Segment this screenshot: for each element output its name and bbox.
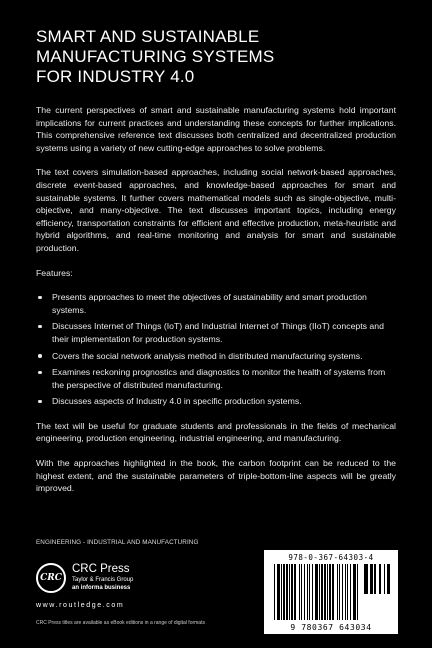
barcode-bar — [347, 564, 348, 620]
barcode-bar — [301, 564, 302, 620]
paragraph-coverage: The text covers simulation-based approaches, including social network-based approaches, discrete event-based approaches, and knowledge-based approaches for smart and sustainable systems. It further covers mathematical models such as single-objective, multi-objective, and many-objective. The text discusses important topics, including energy efficiency, transportation constraints for efficient and effective production, meta-heuristic and hybrid algorithms, and real-time monitoring and analysis for smart and sustainable production. — [36, 167, 396, 253]
publisher-tagline: an informa business — [72, 585, 131, 591]
barcode-bar — [277, 564, 280, 620]
price-barcode-area — [364, 564, 394, 594]
barcode-bar — [304, 564, 305, 620]
isbn-digits: 9 780367 643034 — [290, 623, 372, 632]
feature-item: Covers the social network analysis method in distributed manufacturing systems. — [36, 350, 396, 363]
features-heading: Features: — [36, 267, 73, 278]
paragraph-impact: With the approaches highlighted in the book, the carbon footprint can be reduced to the highest extent, and the sustainable parameters of triple-bottom-line aspects will be greatly improved. — [36, 458, 396, 494]
barcode-bar — [324, 564, 326, 620]
title-line-2: MANUFACTURING SYSTEMS — [36, 47, 275, 66]
barcode-bar — [345, 564, 346, 620]
feature-item: Presents approaches to meet the objectives of sustainability and smart production systems. — [36, 291, 396, 316]
barcode-bar — [286, 564, 288, 620]
barcode-bar — [353, 564, 356, 620]
publisher-logo — [36, 563, 166, 603]
paragraph-audience: The text will be useful for graduate students and professionals in the fields of mechanical engineering, production engineering, industrial engineering, and manufacturing. — [36, 420, 396, 444]
feature-item: Discusses aspects of Industry 4.0 in specific production systems. — [36, 395, 396, 408]
paragraph-intro: The current perspectives of smart and sustainable manufacturing systems hold important implications for current practices and understanding these concepts for further implications. This comprehensive reference text discusses both centralized and decentralized production systems using a variety of new cutting-edge approaches to solve problems. — [36, 105, 396, 153]
barcode-bar — [312, 564, 313, 620]
barcode-bar — [329, 564, 331, 620]
barcode-bar — [350, 564, 351, 620]
barcode-bar — [337, 564, 338, 620]
barcode-bar — [291, 564, 293, 620]
barcode-bar — [321, 564, 323, 620]
barcode-bar — [319, 564, 320, 620]
barcode-bar — [307, 564, 308, 620]
crc-logo-icon — [36, 563, 66, 593]
book-title — [36, 27, 396, 87]
barcode-bar — [274, 564, 275, 620]
isbn-barcode — [264, 550, 398, 634]
barcode-bar — [299, 564, 300, 620]
feature-item: Discusses Internet of Things (IoT) and Industrial Internet of Things (IIoT) concepts and their implementation for production systems. — [36, 320, 396, 345]
back-cover-blurb — [36, 104, 396, 507]
features-list — [36, 291, 396, 408]
barcode-bars — [274, 564, 360, 620]
publisher-group: Taylor & Francis Group — [72, 577, 134, 583]
publisher-website: www.routledge.com — [36, 602, 125, 609]
barcode-bar — [294, 564, 296, 620]
ebook-note: CRC Press titles are available as eBook editions in a range of digital formats — [36, 620, 205, 626]
barcode-bar — [315, 564, 318, 620]
barcode-bar — [384, 564, 385, 594]
barcode-bar — [332, 564, 334, 620]
barcode-bar — [289, 564, 290, 620]
barcode-bar — [309, 564, 310, 620]
crc-logo-text: CRC — [40, 573, 62, 583]
isbn-label: 978-0-367-64303-4 — [288, 553, 374, 562]
barcode-bar — [379, 564, 381, 594]
subject-category: ENGINEERING - INDUSTRIAL AND MANUFACTURING — [36, 539, 199, 546]
title-line-1: SMART AND SUSTAINABLE — [36, 27, 260, 46]
barcode-bar — [283, 564, 285, 620]
barcode-bar — [374, 564, 376, 594]
barcode-bar — [387, 564, 390, 594]
barcode-bar — [339, 564, 340, 620]
title-line-3: FOR INDUSTRY 4.0 — [36, 67, 195, 86]
barcode-bar — [370, 564, 373, 594]
barcode-bar — [365, 564, 368, 594]
barcode-bar — [281, 564, 282, 620]
publisher-name: CRC Press — [72, 563, 130, 575]
addon-barcode-bars — [365, 564, 391, 594]
feature-item: Examines reckoning prognostics and diagnostics to monitor the health of systems from the perspective of distributed manufacturing. — [36, 366, 396, 391]
barcode-bar — [327, 564, 328, 620]
barcode-bar — [342, 564, 343, 620]
barcode-bar — [357, 564, 358, 620]
